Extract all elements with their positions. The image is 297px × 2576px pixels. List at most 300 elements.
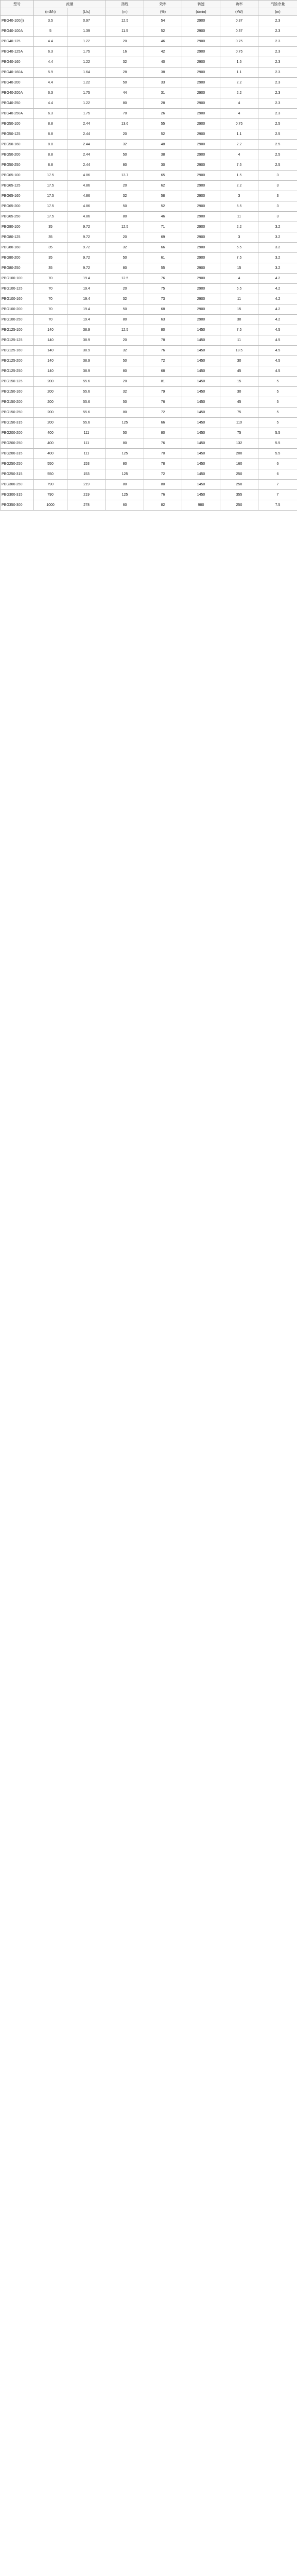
- cell-speed: 2900: [182, 263, 220, 274]
- cell-speed: 2900: [182, 243, 220, 253]
- cell-efficiency: 78: [144, 459, 182, 469]
- table-row: [1, 274, 297, 284]
- cell-efficiency: 76: [144, 438, 182, 449]
- table-row: [1, 387, 297, 397]
- cell-efficiency: 66: [144, 243, 182, 253]
- cell-flow-ls: 278: [67, 500, 106, 511]
- cell-head: 12.5: [106, 274, 144, 284]
- cell-power: 7.5: [220, 325, 258, 335]
- cell-model: PBG100-160: [1, 294, 34, 304]
- cell-flow-m3h: 550: [34, 459, 67, 469]
- cell-power: 355: [220, 490, 258, 500]
- cell-model: PBG200-200: [1, 428, 34, 438]
- cell-flow-ls: 153: [67, 459, 106, 469]
- cell-power: 4: [220, 98, 258, 109]
- cell-npsh: 3: [258, 191, 297, 201]
- cell-speed: 2900: [182, 98, 220, 109]
- cell-npsh: 5: [258, 408, 297, 418]
- header-efficiency: 效率: [144, 1, 182, 8]
- cell-flow-m3h: 17.5: [34, 191, 67, 201]
- cell-efficiency: 81: [144, 377, 182, 387]
- cell-power: 0.75: [220, 37, 258, 47]
- cell-power: 11: [220, 335, 258, 346]
- table-row: [1, 438, 297, 449]
- cell-model: PBG40-100(I): [1, 16, 34, 26]
- table-row: [1, 47, 297, 57]
- cell-speed: 2900: [182, 284, 220, 294]
- cell-model: PBG150-250: [1, 408, 34, 418]
- cell-power: 15: [220, 377, 258, 387]
- cell-flow-m3h: 400: [34, 449, 67, 459]
- header-row-1: [1, 1, 297, 8]
- cell-model: PBG65-100: [1, 171, 34, 181]
- cell-flow-ls: 4.86: [67, 201, 106, 212]
- cell-npsh: 2.3: [258, 78, 297, 88]
- cell-model: PBG80-250: [1, 263, 34, 274]
- cell-efficiency: 52: [144, 129, 182, 140]
- cell-flow-ls: 55.6: [67, 377, 106, 387]
- cell-head: 12.5: [106, 16, 144, 26]
- table-row: [1, 294, 297, 304]
- cell-efficiency: 73: [144, 294, 182, 304]
- cell-efficiency: 65: [144, 171, 182, 181]
- cell-speed: 2900: [182, 47, 220, 57]
- cell-power: 200: [220, 449, 258, 459]
- cell-head: 44: [106, 88, 144, 98]
- cell-npsh: 3: [258, 181, 297, 191]
- cell-head: 125: [106, 418, 144, 428]
- cell-speed: 1450: [182, 438, 220, 449]
- cell-head: 32: [106, 140, 144, 150]
- pump-spec-table: [0, 0, 297, 511]
- cell-model: PBG200-315: [1, 449, 34, 459]
- cell-model: PBG300-250: [1, 480, 34, 490]
- cell-head: 80: [106, 366, 144, 377]
- cell-power: 45: [220, 366, 258, 377]
- cell-model: PBG125-100: [1, 325, 34, 335]
- cell-power: 75: [220, 428, 258, 438]
- cell-model: PBG100-250: [1, 315, 34, 325]
- cell-head: 80: [106, 408, 144, 418]
- table-row: [1, 397, 297, 408]
- cell-flow-ls: 19.4: [67, 274, 106, 284]
- cell-head: 80: [106, 98, 144, 109]
- cell-head: 20: [106, 232, 144, 243]
- cell-efficiency: 63: [144, 315, 182, 325]
- cell-npsh: 2.3: [258, 16, 297, 26]
- cell-npsh: 4.5: [258, 335, 297, 346]
- cell-npsh: 2.5: [258, 150, 297, 160]
- cell-speed: 1450: [182, 449, 220, 459]
- cell-head: 50: [106, 304, 144, 315]
- cell-speed: 2900: [182, 67, 220, 78]
- cell-speed: 2900: [182, 253, 220, 263]
- cell-npsh: 5: [258, 377, 297, 387]
- cell-npsh: 3.2: [258, 243, 297, 253]
- cell-flow-m3h: 200: [34, 397, 67, 408]
- cell-flow-ls: 1.22: [67, 98, 106, 109]
- cell-speed: 1450: [182, 397, 220, 408]
- cell-flow-m3h: 70: [34, 274, 67, 284]
- cell-flow-ls: 4.86: [67, 171, 106, 181]
- cell-model: PBG350-300: [1, 500, 34, 511]
- cell-model: PBG50-250: [1, 160, 34, 171]
- cell-model: PBG150-315: [1, 418, 34, 428]
- cell-model: PBG40-250: [1, 98, 34, 109]
- cell-flow-m3h: 200: [34, 408, 67, 418]
- cell-speed: 1450: [182, 356, 220, 366]
- header-speed: 转速: [182, 1, 220, 8]
- cell-flow-m3h: 35: [34, 232, 67, 243]
- cell-speed: 1450: [182, 418, 220, 428]
- cell-speed: 2900: [182, 26, 220, 37]
- cell-efficiency: 72: [144, 408, 182, 418]
- cell-flow-m3h: 400: [34, 428, 67, 438]
- cell-speed: 2900: [182, 88, 220, 98]
- cell-efficiency: 28: [144, 98, 182, 109]
- cell-head: 80: [106, 459, 144, 469]
- cell-model: PBG65-125: [1, 181, 34, 191]
- cell-model: PBG150-125: [1, 377, 34, 387]
- table-row: [1, 490, 297, 500]
- table-row: [1, 356, 297, 366]
- table-row: [1, 243, 297, 253]
- cell-flow-m3h: 17.5: [34, 201, 67, 212]
- cell-efficiency: 82: [144, 500, 182, 511]
- cell-speed: 2900: [182, 57, 220, 67]
- cell-npsh: 6: [258, 469, 297, 480]
- cell-speed: 2900: [182, 191, 220, 201]
- cell-speed: 2900: [182, 16, 220, 26]
- cell-model: PBG125-125: [1, 335, 34, 346]
- cell-npsh: 5.5: [258, 449, 297, 459]
- cell-efficiency: 54: [144, 16, 182, 26]
- cell-model: PBG40-250A: [1, 109, 34, 119]
- cell-flow-m3h: 8.8: [34, 140, 67, 150]
- table-row: [1, 232, 297, 243]
- cell-speed: 1450: [182, 428, 220, 438]
- cell-model: PBG65-160: [1, 191, 34, 201]
- cell-power: 2.2: [220, 78, 258, 88]
- cell-npsh: 4.5: [258, 325, 297, 335]
- cell-efficiency: 68: [144, 304, 182, 315]
- cell-model: PBG100-100: [1, 274, 34, 284]
- cell-npsh: 2.3: [258, 109, 297, 119]
- cell-flow-ls: 38.9: [67, 356, 106, 366]
- cell-flow-m3h: 70: [34, 294, 67, 304]
- cell-flow-m3h: 6.3: [34, 88, 67, 98]
- cell-power: 110: [220, 418, 258, 428]
- cell-power: 2.2: [220, 88, 258, 98]
- cell-power: 250: [220, 480, 258, 490]
- cell-flow-ls: 2.44: [67, 160, 106, 171]
- cell-npsh: 3.2: [258, 263, 297, 274]
- unit-speed: (r/min): [182, 8, 220, 16]
- unit-flow-m3h: (m3/h): [34, 8, 67, 16]
- cell-efficiency: 79: [144, 387, 182, 397]
- cell-flow-m3h: 6.3: [34, 47, 67, 57]
- unit-npsh: (m): [258, 8, 297, 16]
- cell-model: PBG80-125: [1, 232, 34, 243]
- cell-power: 18.5: [220, 346, 258, 356]
- header-row-2: [1, 8, 297, 16]
- cell-speed: 1450: [182, 325, 220, 335]
- header-model: 型号: [1, 1, 34, 8]
- cell-flow-ls: 4.86: [67, 181, 106, 191]
- cell-head: 20: [106, 181, 144, 191]
- cell-power: 3: [220, 232, 258, 243]
- cell-flow-m3h: 8.8: [34, 119, 67, 129]
- table-row: [1, 129, 297, 140]
- cell-power: 0.75: [220, 47, 258, 57]
- cell-flow-ls: 9.72: [67, 243, 106, 253]
- table-row: [1, 88, 297, 98]
- cell-head: 50: [106, 253, 144, 263]
- cell-speed: 2900: [182, 201, 220, 212]
- cell-head: 12.5: [106, 325, 144, 335]
- cell-flow-m3h: 35: [34, 253, 67, 263]
- table-row: [1, 284, 297, 294]
- cell-npsh: 3: [258, 171, 297, 181]
- cell-flow-m3h: 6.3: [34, 109, 67, 119]
- cell-efficiency: 46: [144, 212, 182, 222]
- cell-flow-ls: 111: [67, 428, 106, 438]
- cell-power: 4: [220, 150, 258, 160]
- cell-flow-m3h: 140: [34, 366, 67, 377]
- cell-power: 1.5: [220, 57, 258, 67]
- cell-flow-ls: 9.72: [67, 222, 106, 232]
- cell-speed: 2900: [182, 150, 220, 160]
- cell-speed: 2900: [182, 129, 220, 140]
- cell-model: PBG40-100A: [1, 26, 34, 37]
- cell-model: PBG40-125: [1, 37, 34, 47]
- cell-power: 7.5: [220, 160, 258, 171]
- cell-flow-ls: 2.44: [67, 140, 106, 150]
- cell-head: 32: [106, 191, 144, 201]
- cell-head: 12.5: [106, 222, 144, 232]
- cell-efficiency: 76: [144, 274, 182, 284]
- cell-flow-m3h: 4.4: [34, 78, 67, 88]
- table-row: [1, 480, 297, 490]
- table-row: [1, 469, 297, 480]
- table-row: [1, 67, 297, 78]
- table-row: [1, 181, 297, 191]
- cell-efficiency: 55: [144, 263, 182, 274]
- cell-efficiency: 72: [144, 356, 182, 366]
- table-row: [1, 201, 297, 212]
- cell-flow-ls: 19.4: [67, 284, 106, 294]
- cell-flow-ls: 9.72: [67, 232, 106, 243]
- cell-speed: 1450: [182, 366, 220, 377]
- cell-head: 125: [106, 469, 144, 480]
- cell-head: 80: [106, 212, 144, 222]
- cell-flow-m3h: 17.5: [34, 171, 67, 181]
- table-row: [1, 335, 297, 346]
- cell-efficiency: 55: [144, 119, 182, 129]
- cell-flow-m3h: 140: [34, 325, 67, 335]
- cell-model: PBG100-125: [1, 284, 34, 294]
- cell-power: 5.5: [220, 243, 258, 253]
- cell-power: 15: [220, 304, 258, 315]
- cell-speed: 2900: [182, 140, 220, 150]
- table-row: [1, 78, 297, 88]
- cell-npsh: 5: [258, 418, 297, 428]
- cell-npsh: 7: [258, 490, 297, 500]
- cell-model: PBG50-100: [1, 119, 34, 129]
- cell-efficiency: 80: [144, 428, 182, 438]
- cell-npsh: 3.2: [258, 222, 297, 232]
- cell-flow-m3h: 550: [34, 469, 67, 480]
- cell-npsh: 2.5: [258, 129, 297, 140]
- cell-power: 11: [220, 294, 258, 304]
- cell-head: 11.5: [106, 26, 144, 37]
- cell-head: 50: [106, 201, 144, 212]
- cell-npsh: 3.2: [258, 232, 297, 243]
- cell-model: PBG65-250: [1, 212, 34, 222]
- cell-flow-ls: 111: [67, 438, 106, 449]
- cell-power: 4: [220, 274, 258, 284]
- unit-model: [1, 8, 34, 16]
- cell-flow-m3h: 35: [34, 263, 67, 274]
- cell-npsh: 2.5: [258, 160, 297, 171]
- cell-flow-ls: 1.75: [67, 88, 106, 98]
- cell-npsh: 5: [258, 387, 297, 397]
- table-row: [1, 366, 297, 377]
- cell-power: 7.5: [220, 253, 258, 263]
- cell-power: 160: [220, 459, 258, 469]
- cell-flow-m3h: 4.4: [34, 98, 67, 109]
- cell-power: 5.5: [220, 201, 258, 212]
- table-row: [1, 325, 297, 335]
- cell-flow-m3h: 70: [34, 284, 67, 294]
- cell-flow-ls: 219: [67, 480, 106, 490]
- cell-flow-ls: 38.9: [67, 346, 106, 356]
- cell-head: 60: [106, 500, 144, 511]
- cell-flow-m3h: 17.5: [34, 181, 67, 191]
- cell-flow-ls: 4.86: [67, 191, 106, 201]
- cell-speed: 2900: [182, 109, 220, 119]
- cell-model: PBG65-200: [1, 201, 34, 212]
- unit-head: (m): [106, 8, 144, 16]
- cell-efficiency: 71: [144, 222, 182, 232]
- cell-flow-ls: 55.6: [67, 408, 106, 418]
- cell-model: PBG250-315: [1, 469, 34, 480]
- cell-npsh: 3: [258, 212, 297, 222]
- cell-flow-ls: 1.22: [67, 78, 106, 88]
- cell-power: 15: [220, 263, 258, 274]
- cell-efficiency: 70: [144, 449, 182, 459]
- cell-npsh: 3.2: [258, 253, 297, 263]
- cell-power: 2.2: [220, 222, 258, 232]
- table-row: [1, 37, 297, 47]
- cell-npsh: 7: [258, 480, 297, 490]
- cell-npsh: 4.2: [258, 294, 297, 304]
- cell-flow-ls: 9.72: [67, 253, 106, 263]
- table-row: [1, 459, 297, 469]
- cell-head: 80: [106, 263, 144, 274]
- cell-model: PBG50-160: [1, 140, 34, 150]
- table-row: [1, 212, 297, 222]
- table-row: [1, 304, 297, 315]
- cell-flow-m3h: 790: [34, 490, 67, 500]
- cell-speed: 1450: [182, 346, 220, 356]
- cell-head: 32: [106, 57, 144, 67]
- cell-efficiency: 78: [144, 335, 182, 346]
- table-row: [1, 16, 297, 26]
- unit-power: (kW): [220, 8, 258, 16]
- cell-efficiency: 38: [144, 67, 182, 78]
- table-row: [1, 109, 297, 119]
- cell-flow-m3h: 8.8: [34, 129, 67, 140]
- cell-model: PBG50-125: [1, 129, 34, 140]
- cell-head: 32: [106, 346, 144, 356]
- cell-head: 20: [106, 335, 144, 346]
- cell-flow-ls: 219: [67, 490, 106, 500]
- cell-npsh: 5.5: [258, 438, 297, 449]
- cell-speed: 1450: [182, 408, 220, 418]
- cell-npsh: 7.5: [258, 500, 297, 511]
- cell-power: 1.1: [220, 129, 258, 140]
- cell-speed: 2900: [182, 222, 220, 232]
- table-row: [1, 500, 297, 511]
- cell-power: 11: [220, 212, 258, 222]
- cell-head: 32: [106, 243, 144, 253]
- cell-power: 2.2: [220, 181, 258, 191]
- cell-npsh: 4.2: [258, 284, 297, 294]
- cell-head: 50: [106, 428, 144, 438]
- cell-npsh: 3: [258, 201, 297, 212]
- cell-speed: 2900: [182, 171, 220, 181]
- cell-head: 80: [106, 160, 144, 171]
- cell-flow-m3h: 5.9: [34, 67, 67, 78]
- unit-flow-ls: (L/s): [67, 8, 106, 16]
- cell-flow-ls: 2.44: [67, 119, 106, 129]
- cell-flow-ls: 38.9: [67, 335, 106, 346]
- cell-flow-ls: 55.6: [67, 397, 106, 408]
- cell-head: 80: [106, 315, 144, 325]
- table-body: [1, 16, 297, 511]
- cell-flow-m3h: 790: [34, 480, 67, 490]
- cell-power: 0.37: [220, 26, 258, 37]
- cell-speed: 2900: [182, 294, 220, 304]
- cell-npsh: 4.2: [258, 304, 297, 315]
- cell-efficiency: 33: [144, 78, 182, 88]
- cell-npsh: 4.2: [258, 315, 297, 325]
- cell-flow-m3h: 8.8: [34, 150, 67, 160]
- cell-power: 0.37: [220, 16, 258, 26]
- cell-model: PBG40-160A: [1, 67, 34, 78]
- cell-model: PBG40-200A: [1, 88, 34, 98]
- cell-model: PBG125-160: [1, 346, 34, 356]
- cell-speed: 1450: [182, 490, 220, 500]
- cell-power: 250: [220, 500, 258, 511]
- cell-model: PBG40-200: [1, 78, 34, 88]
- cell-flow-m3h: 17.5: [34, 212, 67, 222]
- cell-speed: 2900: [182, 37, 220, 47]
- cell-speed: 2900: [182, 212, 220, 222]
- cell-power: 3: [220, 191, 258, 201]
- cell-power: 1.1: [220, 67, 258, 78]
- header-head: 扬程: [106, 1, 144, 8]
- cell-head: 28: [106, 67, 144, 78]
- cell-model: PBG150-160: [1, 387, 34, 397]
- cell-head: 80: [106, 480, 144, 490]
- cell-speed: 2900: [182, 274, 220, 284]
- cell-head: 50: [106, 78, 144, 88]
- cell-npsh: 2.3: [258, 88, 297, 98]
- cell-head: 32: [106, 294, 144, 304]
- cell-model: PBG40-125A: [1, 47, 34, 57]
